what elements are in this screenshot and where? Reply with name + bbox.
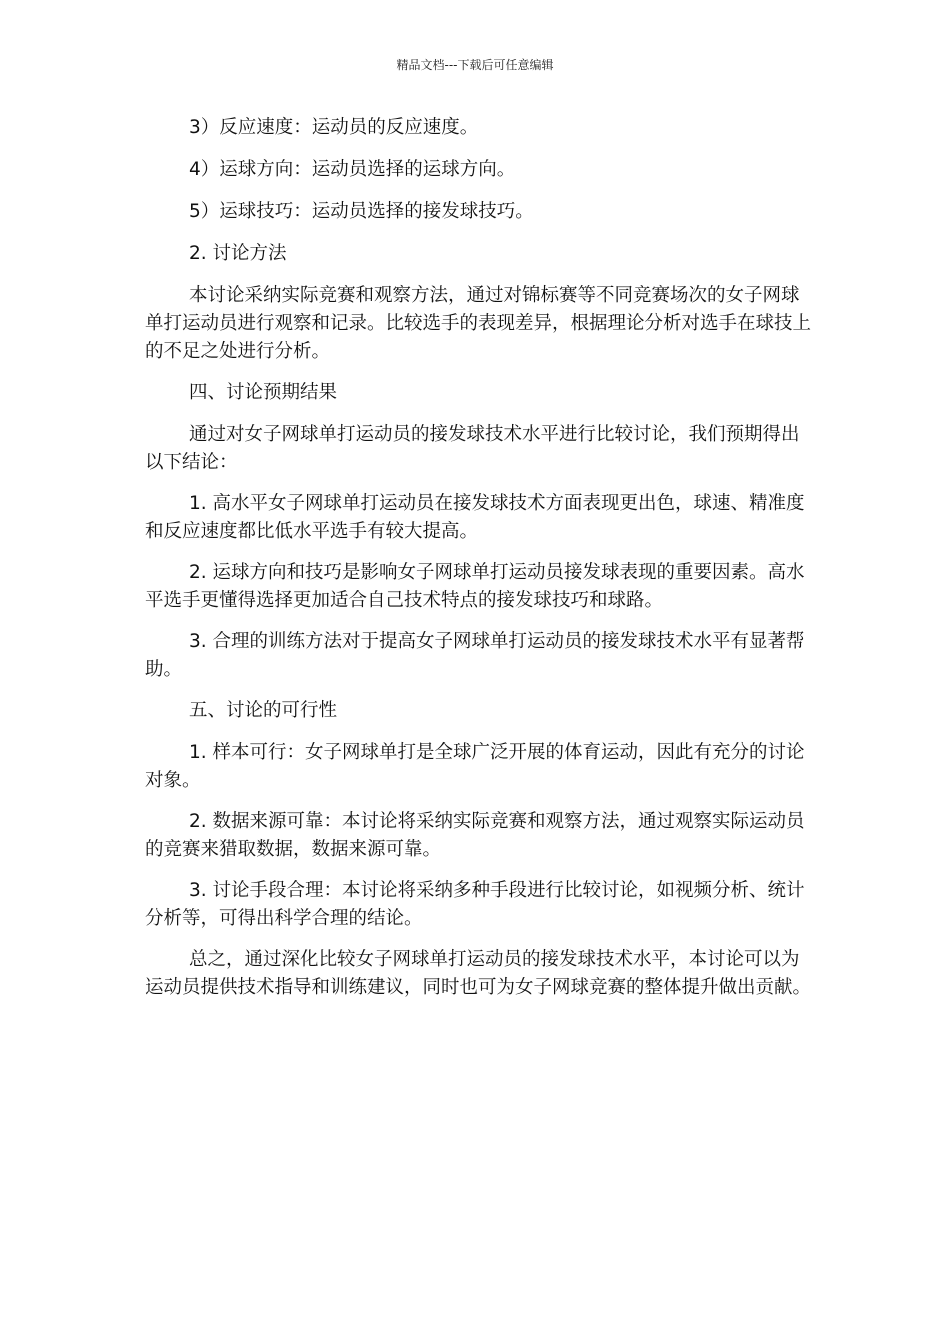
page-header: 精品文档---下载后可任意编辑 <box>396 58 554 72</box>
paragraph-method: 本讨论采纳实际竞赛和观察方法，通过对锦标赛等不同竞赛场次的女子网球单打运动员进行观察和记录。比较选手的表现差异，根据理论分析对选手在球技上的不足之处进行分析。 <box>145 285 812 362</box>
conclusion-item-2: 2. 运球方向和技巧是影响女子网球单打运动员接发球表现的重要因素。高水平选手更懂得选择更加适合自己技术特点的接发球技巧和球路。 <box>145 562 805 611</box>
item-dribble-direction: 4）运球方向：运动员选择的运球方向。 <box>189 159 516 180</box>
item-dribble-skill: 5）运球技巧：运动员选择的接发球技巧。 <box>189 201 534 222</box>
section-heading-expected-results: 四、讨论预期结果 <box>189 382 338 403</box>
feasibility-item-3: 3. 讨论手段合理：本讨论将采纳多种手段进行比较讨论，如视频分析、统计分析等，可得出科学合理的结论。 <box>145 880 805 929</box>
item-reaction-speed: 3）反应速度：运动员的反应速度。 <box>189 117 479 138</box>
paragraph-expected-intro: 通过对女子网球单打运动员的接发球技术水平进行比较讨论，我们预期得出以下结论： <box>145 424 800 473</box>
conclusion-item-1: 1. 高水平女子网球单打运动员在接发球技术方面表现更出色，球速、精准度和反应速度都比低水平选手有较大提高。 <box>145 493 805 542</box>
paragraph-summary: 总之，通过深化比较女子网球单打运动员的接发球技术水平，本讨论可以为运动员提供技术指导和训练建议，同时也可为女子网球竞赛的整体提升做出贡献。 <box>145 949 812 998</box>
section-heading-method: 2. 讨论方法 <box>189 243 287 264</box>
feasibility-item-1: 1. 样本可行：女子网球单打是全球广泛开展的体育运动，因此有充分的讨论对象。 <box>145 742 805 791</box>
document-body <box>145 114 811 1015</box>
feasibility-item-2: 2. 数据来源可靠：本讨论将采纳实际竞赛和观察方法，通过观察实际运动员的竞赛来猎取数据，数据来源可靠。 <box>145 811 805 860</box>
conclusion-item-3: 3. 合理的训练方法对于提高女子网球单打运动员的接发球技术水平有显著帮助。 <box>145 631 805 680</box>
section-heading-feasibility: 五、讨论的可行性 <box>189 700 338 721</box>
